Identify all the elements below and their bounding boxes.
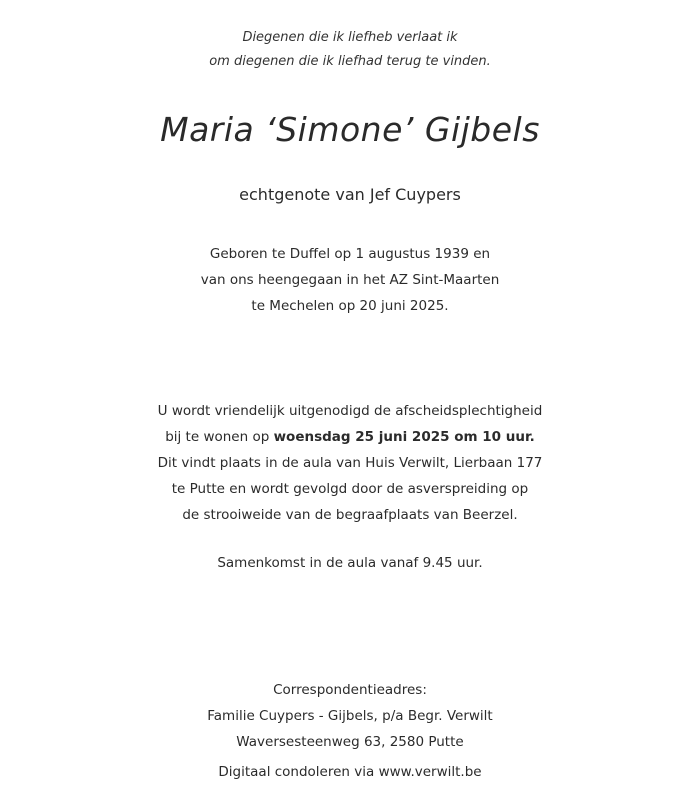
condolences-link[interactable]: Digitaal condoleren via www.verwilt.be [218,764,482,780]
ceremony-line-2 [0,424,700,450]
correspondence-heading: Correspondentieadres: [273,682,427,698]
ceremony-line-5: de strooiweide van de begraafplaats van Beerzel. [182,507,518,523]
poem-quote [0,26,700,74]
ceremony-invitation [0,398,700,528]
correspondence-address [0,677,700,785]
birth-line-2: van ons heengegaan in het AZ Sint-Maarten [200,272,500,288]
poem-line-2: om diegenen die ik liefhad terug te vinden. [209,54,491,69]
correspondence-family: Familie Cuypers - Gijbels, p/a Begr. Verwilt [207,708,493,724]
ceremony-line-2-prefix: bij te wonen op [165,429,274,445]
ceremony-date-time: woensdag 25 juni 2025 om 10 uur. [273,429,535,445]
deceased-name: Maria ‘Simone’ Gijbels [160,110,540,149]
spouse-relation: echtgenote van Jef Cuypers [239,185,461,204]
birth-line-3: te Mechelen op 20 juni 2025. [251,298,449,314]
ceremony-line-3: Dit vindt plaats in de aula van Huis Verwilt, Lierbaan 177 [157,455,543,471]
poem-line-1: Diegenen die ik liefheb verlaat ik [242,30,458,45]
birth-death-details [0,241,700,319]
gathering-info: Samenkomst in de aula vanaf 9.45 uur. [217,555,483,571]
ceremony-line-1: U wordt vriendelijk uitgenodigd de afscheidsplechtigheid [157,403,543,419]
ceremony-line-4: te Putte en wordt gevolgd door de asverspreiding op [171,481,529,497]
correspondence-street: Waversesteenweg 63, 2580 Putte [236,734,464,750]
birth-line-1: Geboren te Duffel op 1 augustus 1939 en [209,246,491,262]
